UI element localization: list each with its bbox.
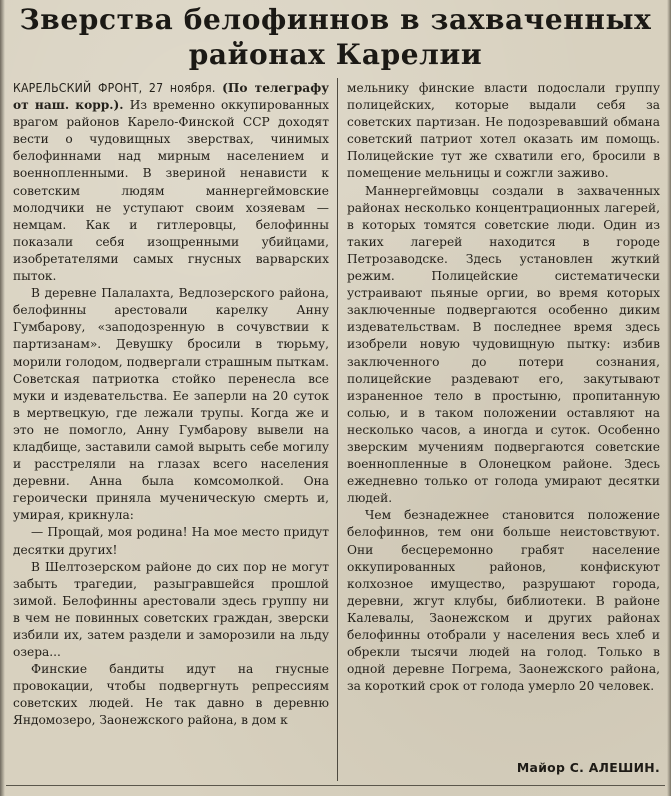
column-divider [337, 78, 338, 781]
article-paragraph: В деревне Палалахта, Ведлозерского района, белофинны арестовали карелку Анну Гумбарову, «заподозренную в сочувствии к партизанам». Девушку бросили в тюрьму, морили голодом, подвергали страшным пыткам. Советская патриотка стойко перенесла все муки и издевательства. Ее заперли на 20 суток в мертвецкую, где лежали трупы. Когда же и это не помогло, Анну Гумбарову вывели на кладбище, заставили самой вырыть себе могилу и расстреляли на глазах всего населения деревни. Анна была комсомолкой. Она героически приняла мученическую смерть и, умирая, крикнула: [13, 286, 329, 523]
headline-line-1: Зверства белофиннов в захваченных [19, 3, 652, 36]
article-column-left [13, 80, 329, 730]
article-paragraph: Из временно оккупированных врагом районов Карело-Финской ССР доходят вести о чудовищных зверствах, чинимых белофиннами над мирным населением и военнопленными. В звериной ненависти к советским людям маннергеймовские молодчики не уступают своим хозяевам — немцам. Как и гитлеровцы, белофинны показали себя изощренными убийцами, изобретателями самых гнусных варварских пыток. [13, 98, 330, 284]
page-edge-right [667, 0, 671, 796]
article-signature: Майор С. АЛЕШИН. [516, 760, 660, 775]
article-paragraph: В Шелтозерском районе до сих пор не могут забыть трагедии, разыгравшейся прошлой зимой. Белофинны арестовали здесь группу ни в чем не повинных советских граждан, зверски избили их, затем раздели и заморозили на льду озера... [13, 559, 329, 660]
article-paragraph: Чем безнадежнее становится положение белофиннов, тем они больше неистовствуют. Они бесцеремонно грабят население оккупированных районов, конфискуют колхозное имущество, разрушают города, деревни, жгут клубы, библиотеки. В районе Калевалы, Заонежском и других районах белофинны отобрали у населения весь хлеб и обрекли тысячи людей на голод. Только в одной деревне Погрема, Заонежского района, за короткий срок от голода умерло 20 человек. [347, 508, 660, 694]
article-byline-note: (По телеграфу от наш. корр.). [13, 81, 329, 113]
article-quote: — Прощай, моя родина! На мое место придут десятки других! [13, 525, 329, 557]
article-column-right [347, 80, 660, 695]
article-paragraph: Финские бандиты идут на гнусные провокации, чтобы подвергнуть репрессиям советских людей. Не так давно в деревню Яндомозеро, Заонежского района, в дом к [13, 662, 329, 728]
article-paragraph: Маннергеймовцы создали в захваченных районах несколько концентрационных лагерей, в которых томятся советские люди. Один из таких лагерей находится в городе Петрозаводске. Здесь установлен жуткий режим. Полицейские систематически устраивают пьяные оргии, во время которых заключенные подвергаются особенно диким издевательствам. В последнее время здесь изобрели новую чудовищную пытку: избив заключенного до потери сознания, полицейские раздевают его, закутывают израненное тело в простыню, пропитанную солью, и в таком положении оставляют на несколько часов, а иногда и суток. Особенно зверским мучениям подвергаются советские военнопленные в Олонецком районе. Здесь ежедневно только от голода умирают десятки людей. [347, 183, 660, 506]
headline-line-2: районах Карелии [188, 38, 483, 71]
page-edge-left [0, 0, 5, 796]
article-lead-paragraph [13, 80, 329, 285]
bottom-rule [6, 785, 665, 786]
article-headline [10, 2, 661, 72]
article-dateline: КАРЕЛЬСКИЙ ФРОНТ, 27 ноября. [13, 81, 223, 95]
article-paragraph-continued: мельнику финские власти подослали группу полицейских, которые выдали себя за советских партизан. Не подозревавший обмана советский патриот хотел оказать им помощь. Полицейские тут же схватили его, бросили в помещение мельницы и сожгли заживо. [347, 81, 660, 181]
